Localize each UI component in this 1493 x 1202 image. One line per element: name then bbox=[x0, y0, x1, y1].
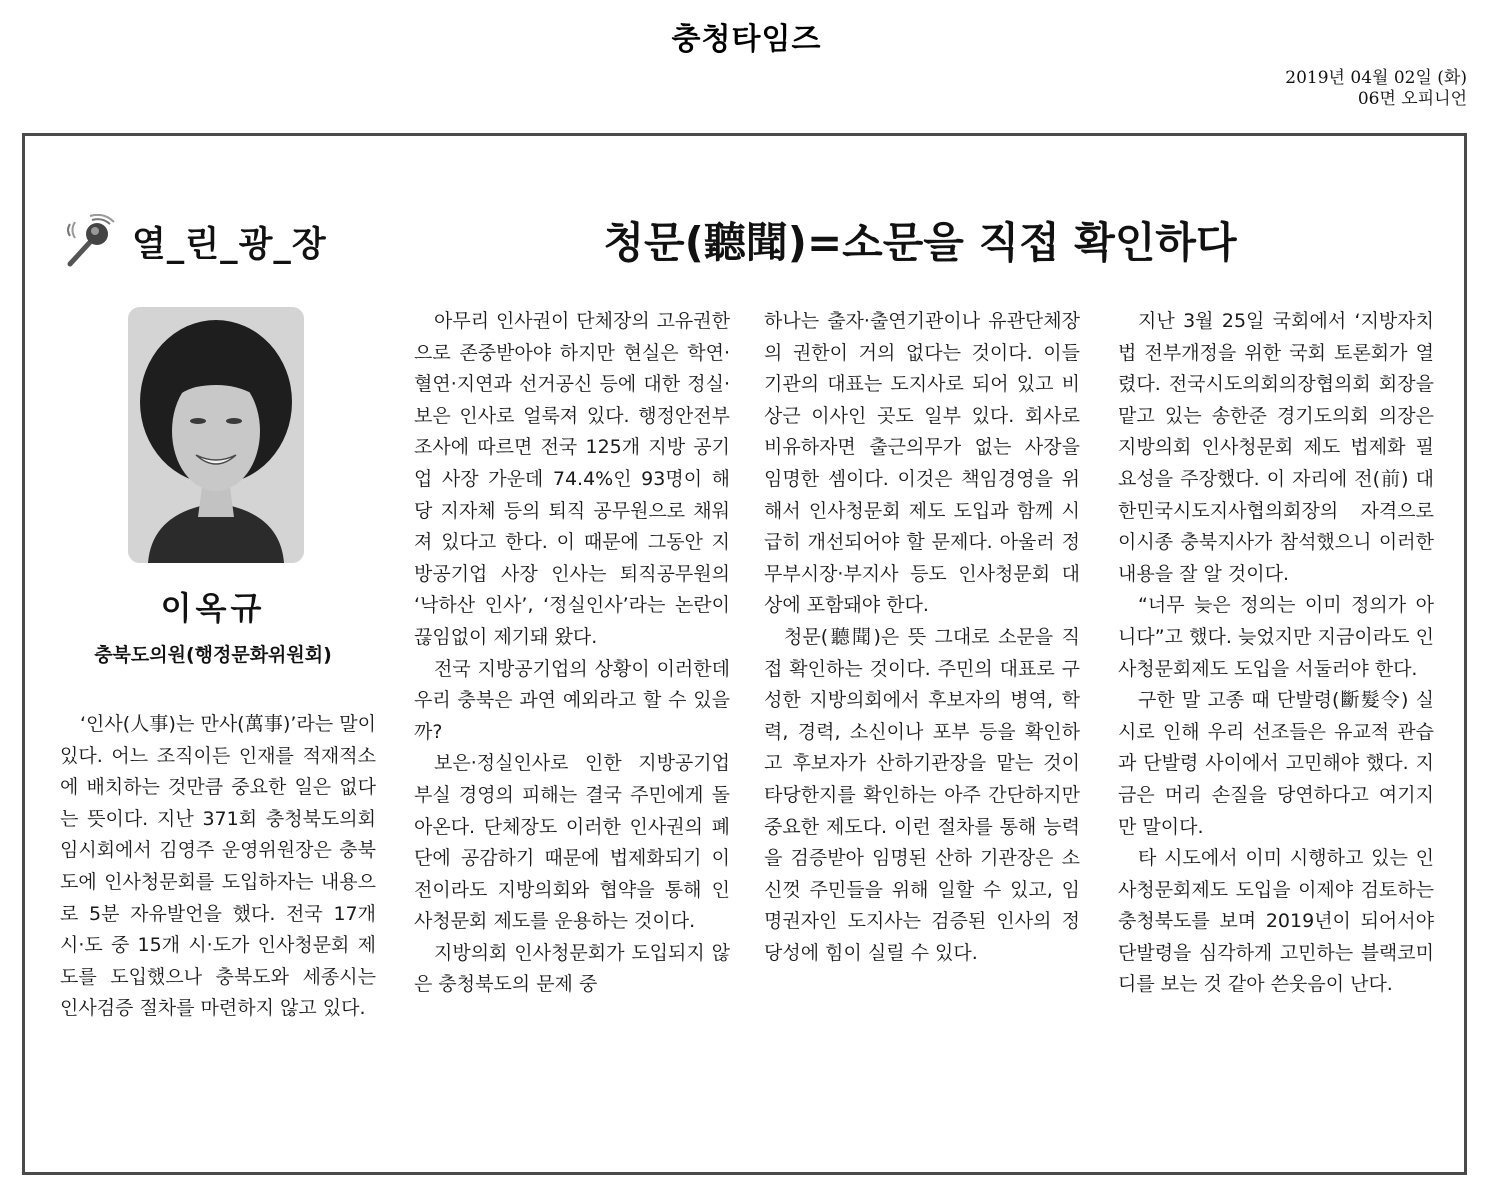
body-column-4 bbox=[1118, 306, 1434, 1001]
paragraph: 타 시도에서 이미 시행하고 있는 인사청문회제도 도입을 이제야 검토하는 충청북도를 보며 2019년이 되어서야 단발령을 심각하게 고민하는 블랙코미디를 보는 것 같아 쓴웃음이 난다. bbox=[1118, 847, 1434, 996]
author-portrait bbox=[128, 307, 304, 563]
body-column-3 bbox=[764, 306, 1080, 969]
body-column-2 bbox=[414, 306, 730, 1001]
dateline bbox=[1285, 68, 1467, 110]
paragraph: 지난 3월 25일 국회에서 ‘지방자치법 전부개정을 위한 국회 토론회가 열렸다. 전국시도의회의장협의회 회장을 맡고 있는 송한준 경기도의회 의장은 지방의회 인사청문회 제도 법제화 필요성을 주장했다. 이 자리에 전(前) 대한민국시도지사협의회장의 자격으로 이시종 충북지사가 참석했으니 이러한 내용을 잘 알 것이다. bbox=[1118, 310, 1434, 585]
paragraph: 아무리 인사권이 단체장의 고유권한으로 존중받아야 하지만 현실은 학연·혈연·지연과 선거공신 등에 대한 정실·보은 인사로 얼룩져 있다. 행정안전부 조사에 따르면 전국 125개 지방 공기업 사장 가운데 74.4%인 93명이 해당 지자체 등의 퇴직 공무원으로 채워져 있다고 한다. 이 때문에 그동안 지방공기업 사장 인사는 퇴직공무원의 ‘낙하산 인사’, ‘정실인사’라는 논란이 끊임없이 제기돼 왔다. bbox=[414, 310, 730, 648]
body-column-1 bbox=[60, 709, 376, 1025]
paragraph: “너무 늦은 정의는 이미 정의가 아니다”고 했다. 늦었지만 지금이라도 인사청문회제도 도입을 서둘러야 한다. bbox=[1118, 594, 1434, 680]
masthead: 충청타임즈 bbox=[671, 22, 822, 57]
column-label: 열_린_광_장 bbox=[132, 225, 327, 265]
author-name: 이옥규 bbox=[160, 589, 266, 627]
paragraph: 하나는 출자·출연기관이나 유관단체장의 권한이 거의 없다는 것이다. 이들 기관의 대표는 도지사로 되어 있고 비상근 이사인 곳도 일부 있다. 회사로 비유하자면 출근의무가 없는 사장을 임명한 셈이다. 이것은 책임경영을 위해서 인사청문회 제도 도입과 함께 시급히 개선되어야 할 문제다. 아울러 정무부시장·부지사 등도 인사청문회 대상에 포함돼야 한다. bbox=[764, 310, 1080, 617]
paragraph: 전국 지방공기업의 상황이 이러한데 우리 충북은 과연 예외라고 할 수 있을까? bbox=[414, 657, 730, 743]
column-logo bbox=[64, 212, 327, 272]
author-photo bbox=[128, 307, 304, 563]
paragraph: 보은·정실인사로 인한 지방공기업 부실 경영의 피해는 결국 주민에게 돌아온다. 단체장도 이러한 인사권의 폐단에 공감하기 때문에 법제화되기 이전이라도 지방의회와 협약을 통해 인사청문회 제도를 운용하는 것이다. bbox=[414, 752, 730, 933]
author-title: 충북도의원(행정문화위원회) bbox=[94, 644, 332, 666]
paragraph: ‘인사(人事)는 만사(萬事)’라는 말이 있다. 어느 조직이든 인재를 적재적소에 배치하는 것만큼 중요한 일은 없다는 뜻이다. 지난 371회 충청북도의회 임시회에서 김영주 운영위원장은 충북도에 인사청문회를 도입하자는 내용으로 5분 자유발언을 했다. 전국 17개 시·도 중 15개 시·도가 인사청문회 제도를 도입했으나 충북도와 세종시는 인사검증 절차를 마련하지 않고 있다. bbox=[60, 713, 376, 1020]
paragraph: 구한 말 고종 때 단발령(斷髮令) 실시로 인해 우리 선조들은 유교적 관습과 단발령 사이에서 고민해야 했다. 지금은 머리 손질을 당연하다고 여기지만 말이다. bbox=[1118, 689, 1434, 838]
page-section: 06면 오피니언 bbox=[1357, 89, 1467, 109]
paragraph: 지방의회 인사청문회가 도입되지 않은 충청북도의 문제 중 bbox=[414, 941, 730, 996]
paragraph: 청문(聽聞)은 뜻 그대로 소문을 직접 확인하는 것이다. 주민의 대표로 구성한 지방의회에서 후보자의 병역, 학력, 경력, 소신이나 포부 등을 확인하고 후보자가 산하기관장을 맡는 것이 타당한지를 확인하는 아주 간단하지만 중요한 제도다. 이런 절차를 통해 능력을 검증받아 임명된 산하 기관장은 소신껏 주민들을 위해 일할 수 있고, 임명권자인 도지사는 검증된 인사의 정당성에 힘이 실릴 수 있다. bbox=[764, 625, 1080, 964]
publication-date: 2019년 04월 02일 (화) bbox=[1285, 68, 1467, 88]
microphone-icon bbox=[64, 214, 120, 270]
article-headline: 청문(聽聞)=소문을 직접 확인하다 bbox=[603, 218, 1237, 267]
